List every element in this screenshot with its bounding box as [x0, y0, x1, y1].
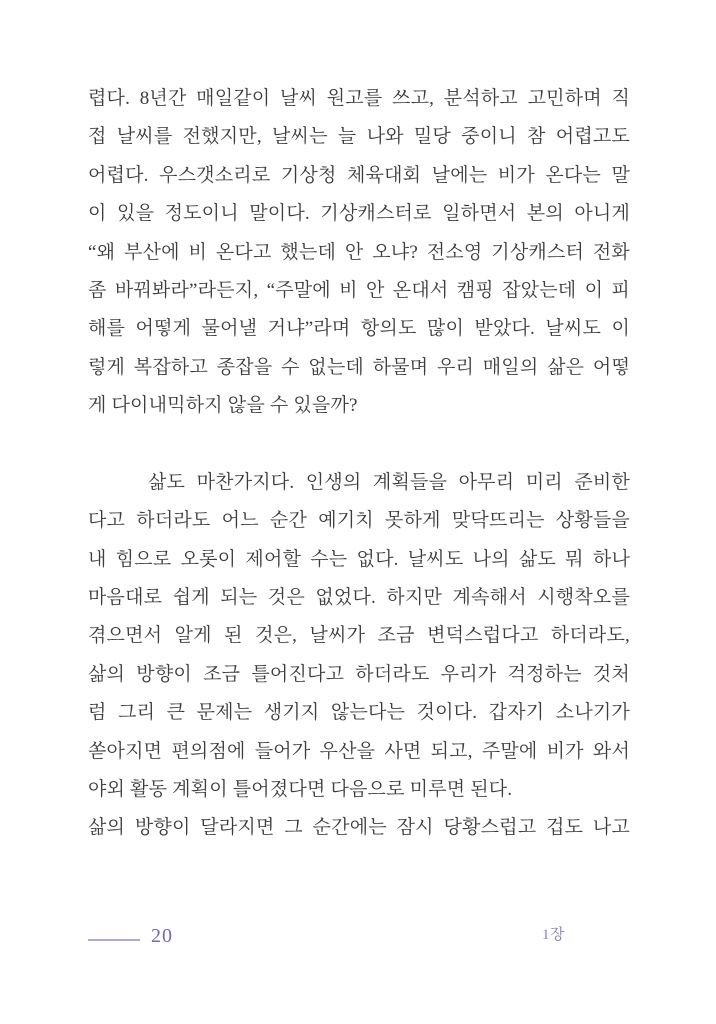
text-line: 마음대로 쉽게 되는 것은 없었다. 하지만 계속해서 시행착오를 — [88, 587, 630, 609]
paragraph — [88, 80, 630, 426]
paragraph — [88, 809, 630, 847]
text-line: 럼 그리 큰 문제는 생기지 않는다는 것이다. 갑자기 소나기가 — [88, 702, 630, 724]
text-line: 야외 활동 계획이 틀어졌다면 다음으로 미루면 된다. — [88, 779, 513, 801]
paragraph-gap — [88, 426, 630, 464]
text-line: 해를 어떻게 물어낼 거냐”라며 항의도 많이 받았다. 날씨도 이 — [88, 318, 630, 340]
paragraph — [88, 464, 630, 810]
text-line: 내 힘으로 오롯이 제어할 수는 없다. 날씨도 나의 삶도 뭐 하나 — [88, 548, 630, 570]
text-line: 삶의 방향이 조금 틀어진다고 하더라도 우리가 걱정하는 것처 — [88, 663, 630, 685]
page-number: 20 — [151, 925, 173, 947]
page-body — [88, 80, 630, 848]
text-line: 쏟아지면 편의점에 들어가 우산을 사면 되고, 주말에 비가 와서 — [88, 740, 630, 762]
text-line: 다고 하더라도 어느 순간 예기치 못하게 맞닥뜨리는 상황들을 — [88, 510, 630, 532]
text-line: 삶도 마찬가지다. 인생의 계획들을 아무리 미리 준비한 — [148, 471, 630, 493]
text-line: 삶의 방향이 달라지면 그 순간에는 잠시 당황스럽고 겁도 나고 — [88, 817, 630, 839]
text-line: 접 날씨를 전했지만, 날씨는 늘 나와 밀당 중이니 참 어렵고도 — [88, 126, 630, 148]
text-line: 이 있을 정도이니 말이다. 기상캐스터로 일하면서 본의 아니게 — [88, 203, 630, 225]
text-line: 어렵다. 우스갯소리로 기상청 체육대회 날에는 비가 온다는 말 — [88, 164, 630, 186]
text-line: 렵다. 8년간 매일같이 날씨 원고를 쓰고, 분석하고 고민하며 직 — [88, 88, 630, 109]
footer-rule — [88, 939, 140, 941]
text-line: “왜 부산에 비 온다고 했는데 안 오냐? 전소영 기상캐스터 전화 — [88, 241, 630, 263]
text-line: 겪으면서 알게 된 것은, 날씨가 조금 변덕스럽다고 하더라도, — [88, 625, 630, 647]
text-line: 렇게 복잡하고 종잡을 수 없는데 하물며 우리 매일의 삶은 어떻 — [88, 356, 630, 378]
text-line: 좀 바꿔봐라”라든지, “주말에 비 안 온대서 캠핑 잡았는데 이 피 — [88, 279, 630, 301]
text-line: 게 다이내믹하지 않을 수 있을까? — [88, 395, 358, 417]
chapter-label: 1장 — [542, 927, 565, 943]
